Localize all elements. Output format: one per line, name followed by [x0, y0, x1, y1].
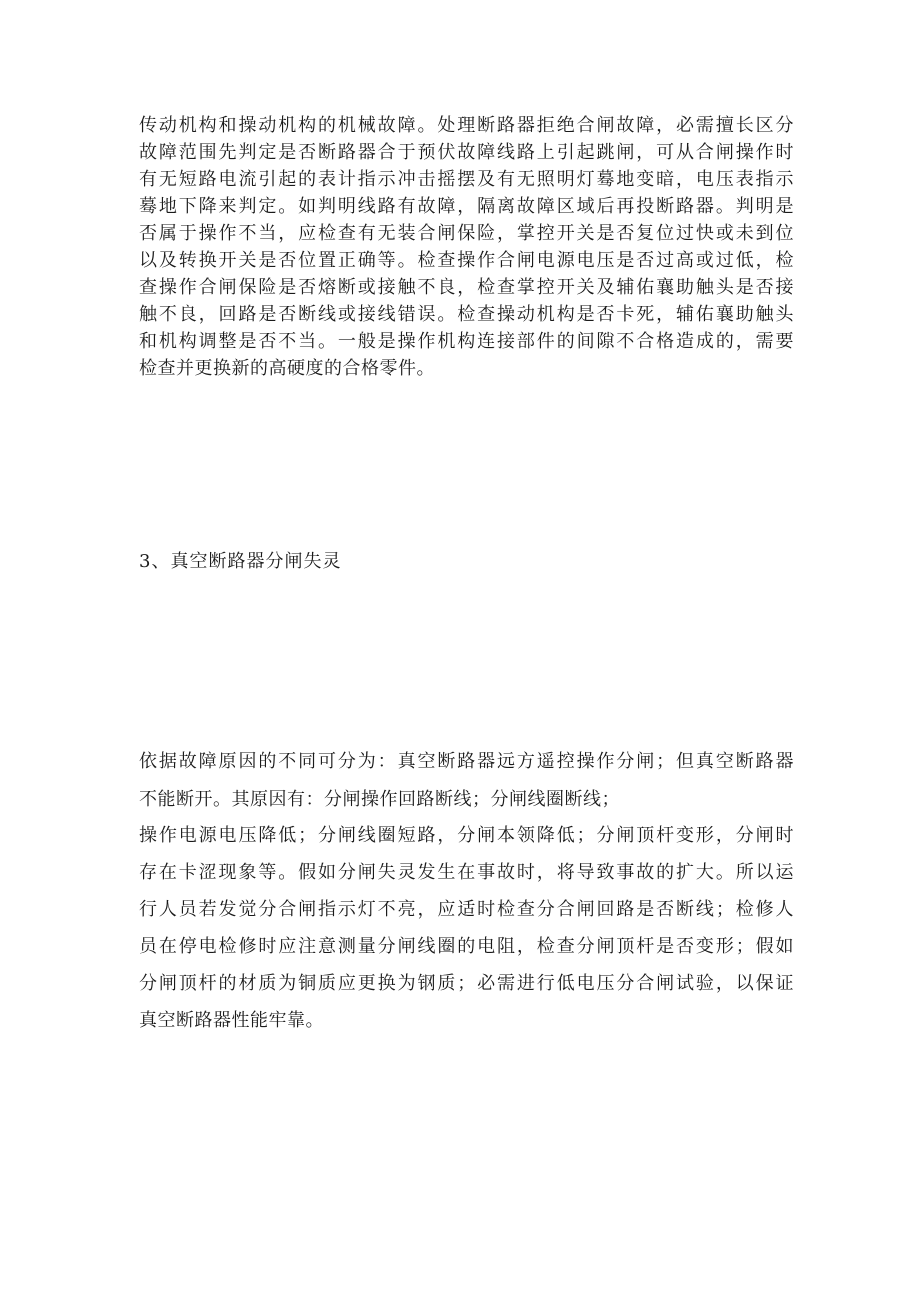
paragraph-1-line: 和机构调整是否不当。一般是操作机构连接部件的间隙不合格造成的，需要 [139, 331, 794, 352]
paragraph-1-line: 有无短路电流引起的表计指示冲击摇摆及有无照明灯蓦地变暗，电压表指示 [139, 169, 794, 190]
paragraph-2-line: 不能断开。其原因有：分闸操作回路断线；分闸线圈断线； [139, 789, 620, 810]
paragraph-1-line: 触不良，回路是否断线或接线错误。检查操动机构是否卡死，辅佑襄助触头 [139, 304, 794, 325]
paragraph-2-line: 操作电源电压降低；分闸线圈短路，分闸本领降低；分闸顶杆变形，分闸时 [139, 825, 794, 846]
paragraph-1-line: 检查并更换新的高硬度的合格零件。 [139, 358, 435, 379]
paragraph-1-line: 传动机构和操动机构的机械故障。处理断路器拒绝合闸故障，必需擅长区分 [139, 115, 794, 136]
paragraph-2-line: 依据故障原因的不同可分为：真空断路器远方遥控操作分闸；但真空断路器 [139, 751, 794, 772]
paragraph-1-line: 故障范围先判定是否断路器合于预伏故障线路上引起跳闸，可从合闸操作时 [139, 142, 794, 163]
paragraph-1-line: 蓦地下降来判定。如判明线路有故障，隔离故障区域后再投断路器。判明是 [139, 196, 794, 217]
paragraph-2-line: 存在卡涩现象等。假如分闸失灵发生在事故时，将导致事故的扩大。所以运 [139, 862, 794, 883]
paragraph-2-line: 员在停电检修时应注意测量分闸线圈的电阻，检查分闸顶杆是否变形；假如 [139, 936, 794, 957]
paragraph-1-line: 否属于操作不当，应检查有无装合闸保险，掌控开关是否复位过快或未到位 [139, 223, 794, 244]
paragraph-2-line: 真空断路器性能牢靠。 [139, 1010, 324, 1031]
section-heading: 3、真空断路器分闸失灵 [139, 551, 342, 572]
paragraph-1-line: 查操作合闸保险是否熔断或接触不良，检查掌控开关及辅佑襄助触头是否接 [139, 277, 794, 298]
paragraph-2-line: 行人员若发觉分合闸指示灯不亮，应适时检查分合闸回路是否断线；检修人 [139, 899, 794, 920]
paragraph-2-line: 分闸顶杆的材质为铜质应更换为钢质；必需进行低电压分合闸试验，以保证 [139, 973, 794, 994]
paragraph-1-line: 以及转换开关是否位置正确等。检查操作合闸电源电压是否过高或过低，检 [139, 250, 794, 271]
